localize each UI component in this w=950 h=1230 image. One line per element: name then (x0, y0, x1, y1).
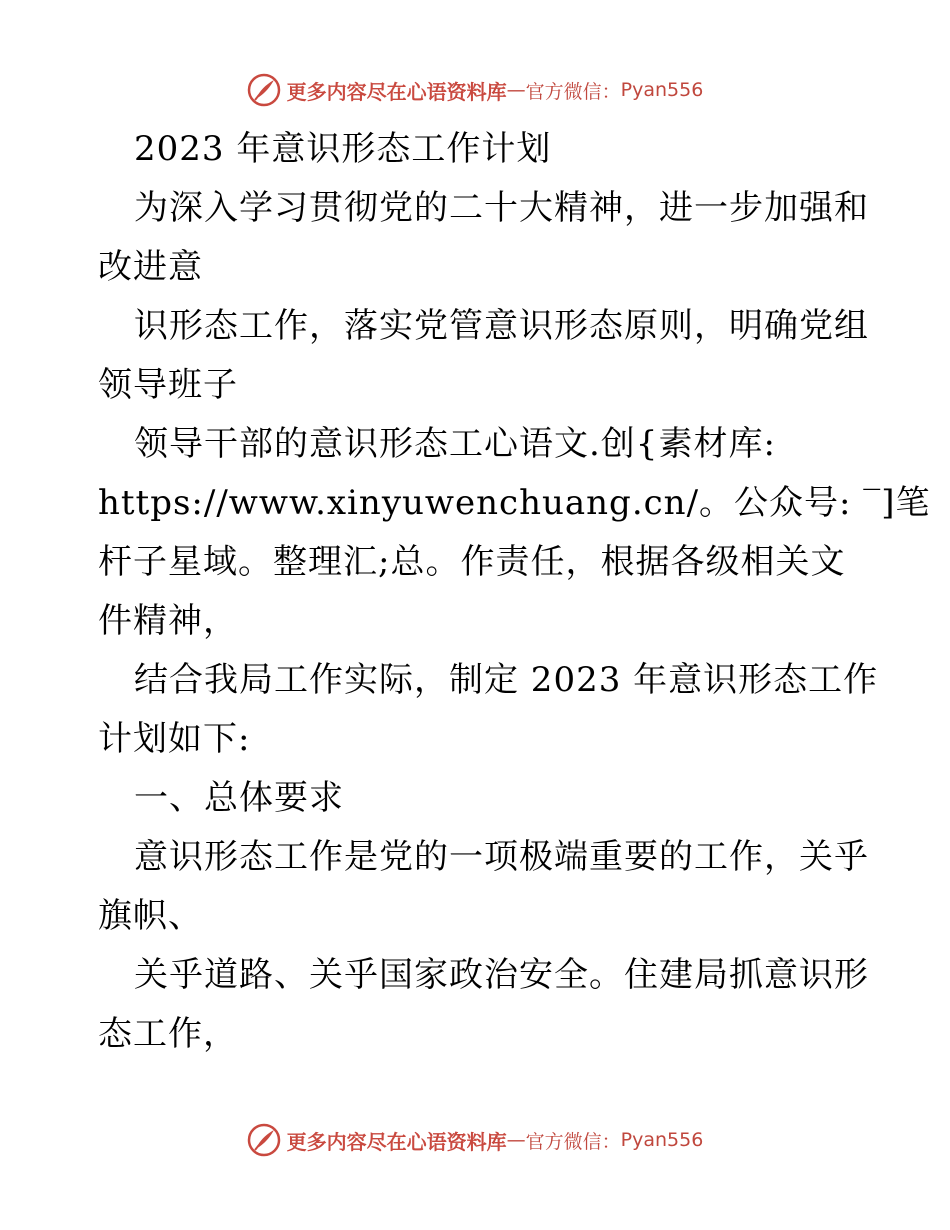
header-banner (0, 70, 950, 110)
paragraph-line: 计划如下: (98, 719, 251, 759)
banner-content (247, 73, 704, 107)
banner-content (247, 1123, 704, 1157)
paragraph-line: 关乎道路、关乎国家政治安全。住建局抓意识形 (134, 955, 869, 995)
banner-brand-text: 更多内容尽在心语资料库 (286, 1129, 507, 1154)
paragraph-line: 改进意 (98, 247, 203, 287)
banner-dash: — (506, 79, 526, 101)
banner-brand-text: 更多内容尽在心语资料库 (286, 79, 507, 104)
banner-wechat-label: 官方微信： (525, 80, 621, 103)
paragraph-line: 意识形态工作是党的一项极端重要的工作，关乎 (134, 837, 869, 877)
quill-pen-logo-icon (247, 1123, 281, 1157)
paragraph-line: https://www.xinyuwenchuang.cn/。公众号: ‾]笔 (98, 483, 931, 523)
footer-banner (0, 1120, 950, 1160)
banner-wechat-id: Pyan556 (620, 1129, 704, 1151)
document-title: 2023 年意识形态工作计划 (134, 129, 552, 169)
paragraph-line: 为深入学习贯彻党的二十大精神，进一步加强和 (134, 188, 869, 228)
document-body (98, 120, 931, 1064)
banner-wechat-label: 官方微信： (525, 1130, 621, 1153)
quill-pen-logo-icon (247, 73, 281, 107)
paragraph-line: 领导班子 (98, 365, 238, 405)
paragraph-line: 结合我局工作实际，制定 2023 年意识形态工作 (134, 660, 879, 700)
paragraph-line: 旗帜、 (98, 896, 203, 936)
section-heading: 一、总体要求 (134, 778, 344, 818)
paragraph-line: 态工作， (98, 1014, 238, 1054)
banner-wechat-id: Pyan556 (620, 79, 704, 101)
banner-dash: — (506, 1129, 526, 1151)
paragraph-line: 领导干部的意识形态工心语文.创{素材库: (134, 424, 776, 464)
paragraph-line: 件精神， (98, 601, 238, 641)
paragraph-line: 杆子星域。整理汇;总。作责任，根据各级相关文 (98, 542, 846, 582)
paragraph-line: 识形态工作，落实党管意识形态原则，明确党组 (134, 306, 869, 346)
